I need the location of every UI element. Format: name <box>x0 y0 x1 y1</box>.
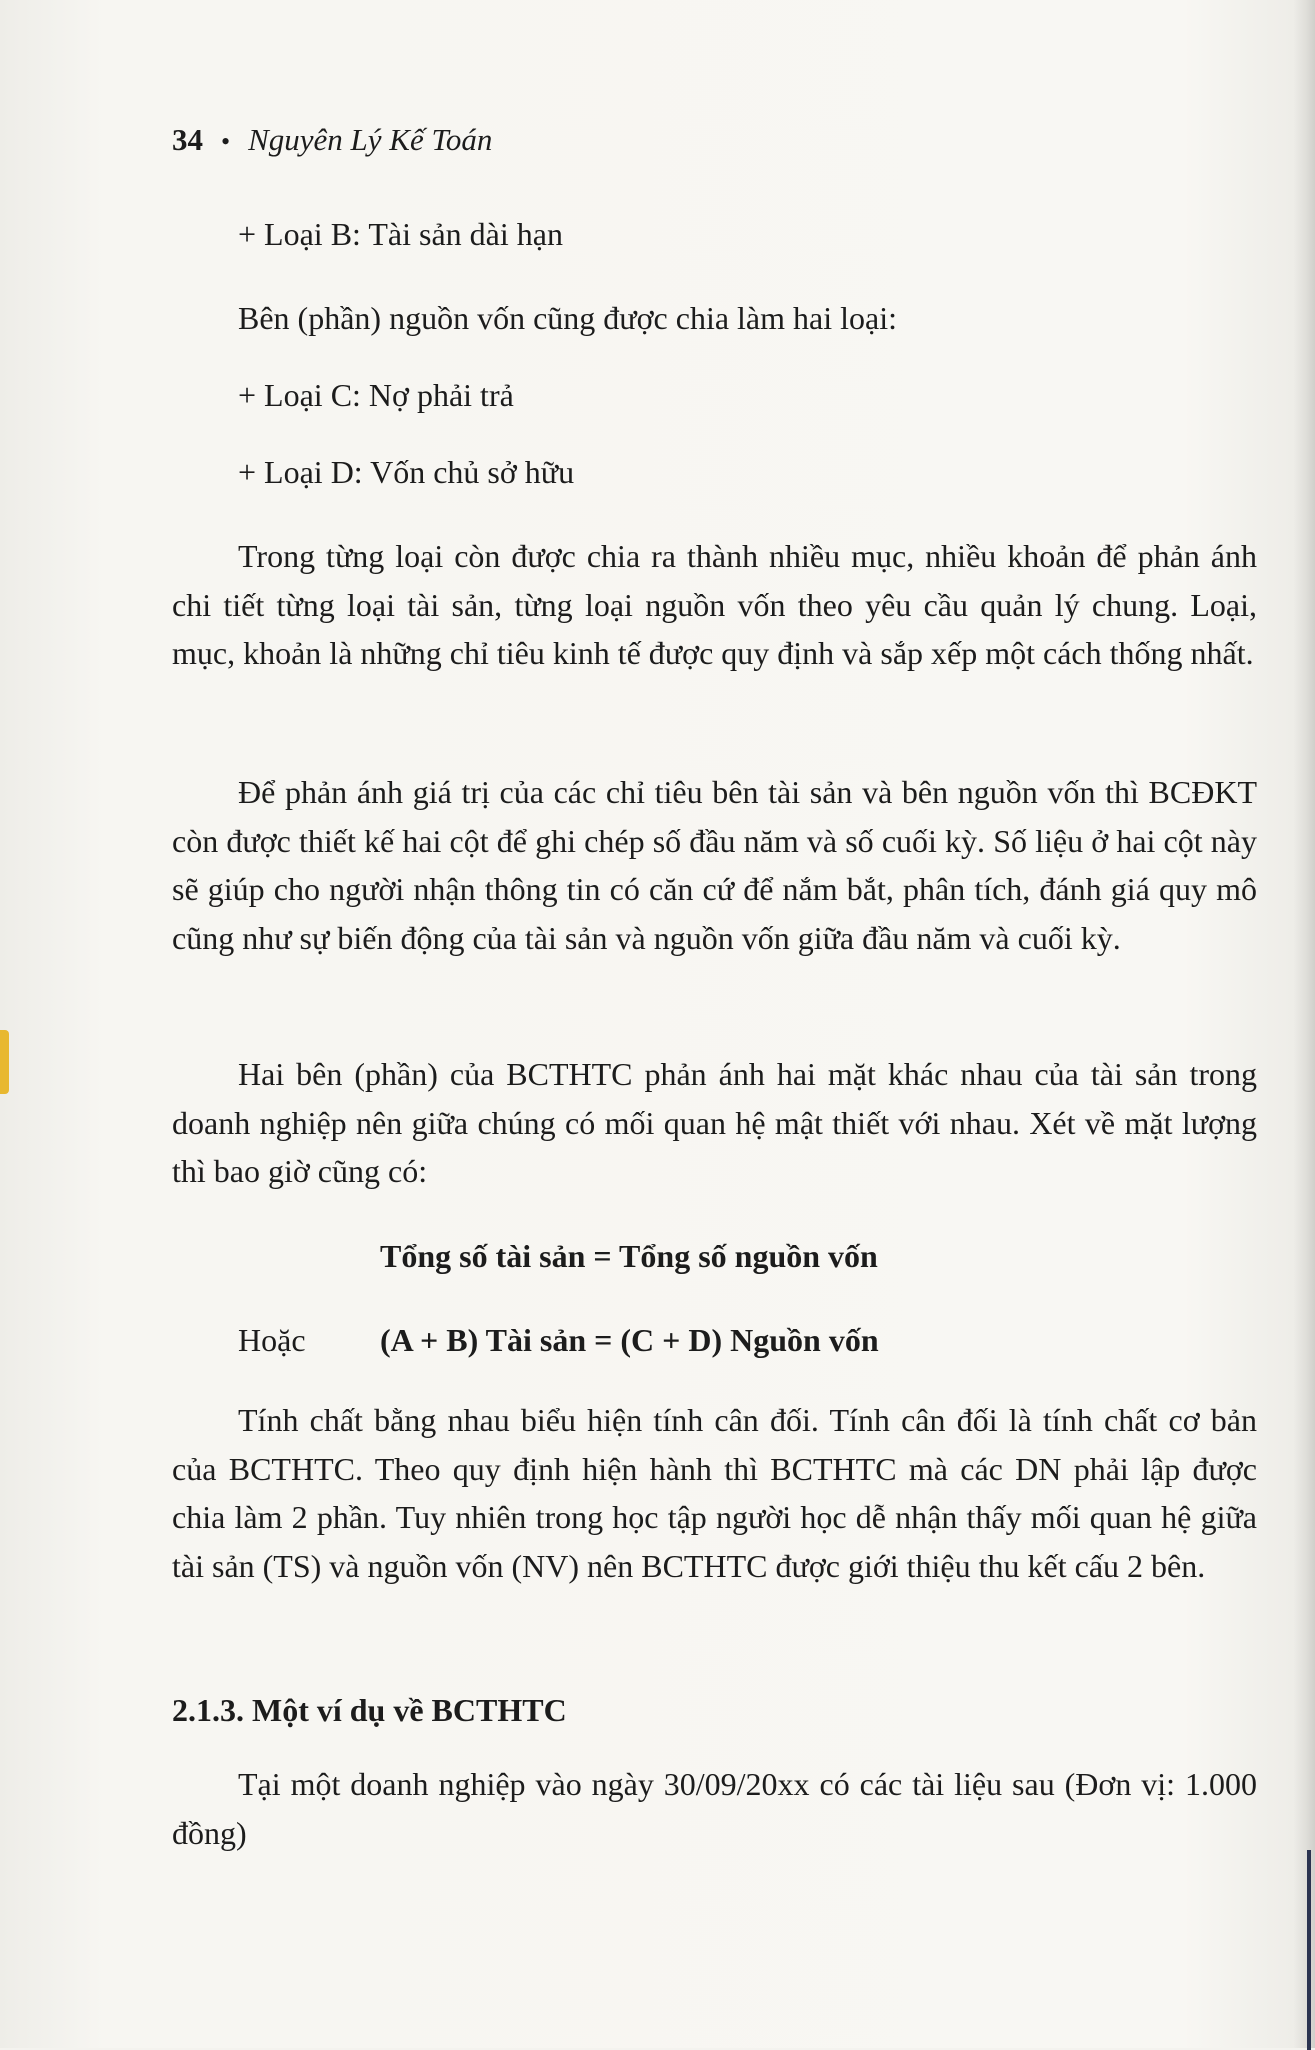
paragraph-5: Tại một doanh nghiệp vào ngày 30/09/20xx có các tài liệu sau (Đơn vị: 1.000 đồng) <box>172 1766 1257 1851</box>
paragraph-1: Trong từng loại còn được chia ra thành nhiều mục, nhiều khoản để phản ánh chi tiết từng loại tài sản, từng loại nguồn vốn theo yêu cầu quản lý chung. Loại, mục, khoản là những chỉ tiêu kinh tế được quy định và sắp xếp một cách thống nhất. <box>172 538 1257 671</box>
page-edge-stripe <box>1307 1850 1311 2050</box>
paragraph-3: Hai bên (phần) của BCTHTC phản ánh hai mặt khác nhau của tài sản trong doanh nghiệp nên giữa chúng có mối quan hệ mật thiết với nhau. Xét về mặt lượng thì bao giờ cũng có: <box>172 1056 1257 1189</box>
section-heading: 2.1.3. Một ví dụ về BCTHTC <box>172 1692 567 1728</box>
header-bullet: • <box>221 127 231 156</box>
page-edge-shadow <box>1293 0 1315 2048</box>
equation-2: (A + B) Tài sản = (C + D) Nguồn vốn <box>380 1322 879 1358</box>
text-loai-c: + Loại C: Nợ phải trả <box>238 377 514 413</box>
text-ben-nguon-von: Bên (phần) nguồn vốn cũng được chia làm hai loại: <box>238 300 897 336</box>
book-title: Nguyên Lý Kế Toán <box>248 122 493 157</box>
paragraph-2: Để phản ánh giá trị của các chỉ tiêu bên tài sản và bên nguồn vốn thì BCĐKT còn được thiết kế hai cột để ghi chép số đầu năm và số cuối kỳ. Số liệu ở hai cột này sẽ giúp cho người nhận thông tin có căn cứ để nắm bắt, phân tích, đánh giá quy mô cũng như sự biến động của tài sản và nguồn vốn giữa đầu năm và cuối kỳ. <box>172 774 1257 956</box>
text-loai-d: + Loại D: Vốn chủ sở hữu <box>238 454 575 490</box>
or-label: Hoặc <box>238 1322 306 1358</box>
page-number: 34 <box>172 122 203 157</box>
text-loai-b: + Loại B: Tài sản dài hạn <box>238 216 563 252</box>
yellow-tab-marker <box>0 1030 9 1094</box>
paragraph-4: Tính chất bằng nhau biểu hiện tính cân đối. Tính cân đối là tính chất cơ bản của BCTHTC. Theo quy định hiện hành thì BCTHTC mà các DN phải lập được chia làm 2 phần. Tuy nhiên trong học tập người học dễ nhận thấy mối quan hệ giữa tài sản (TS) và nguồn vốn (NV) nên BCTHTC được giới thiệu thu kết cấu 2 bên. <box>172 1402 1257 1584</box>
equation-1: Tổng số tài sản = Tổng số nguồn vốn <box>380 1238 878 1274</box>
page-header <box>172 122 492 158</box>
